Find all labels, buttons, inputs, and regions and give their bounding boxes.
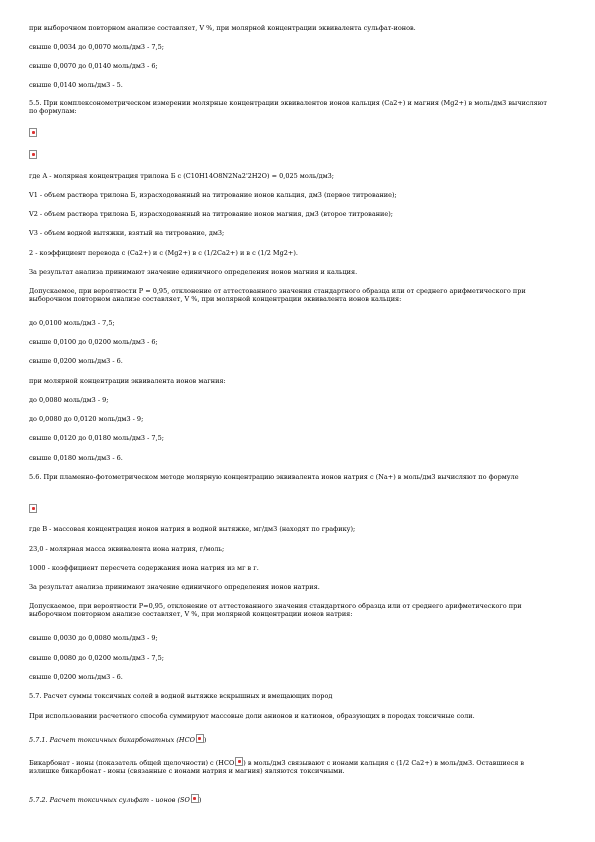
definition-v1: V1 - объем раствора трилона Б, израсходованный на титрование ионов кальция, дм3 (первое титрование); <box>29 191 397 199</box>
broken-image-icon <box>29 150 37 159</box>
magnesium-range-3: свыше 0,0120 до 0,0180 моль/дм3 - 7,5; <box>29 434 164 442</box>
definition-v3: V3 - объем водной вытяжки, взятый на титрование, дм3; <box>29 229 225 237</box>
broken-image-icon <box>196 734 204 743</box>
definition-molar-mass: 23,0 - молярная масса эквивалента иона натрия, г/моль; <box>29 545 225 553</box>
sodium-range-3: свыше 0,0200 моль/дм3 - 6. <box>29 673 123 681</box>
calcium-range-2: свыше 0,0100 до 0,0200 моль/дм3 - 6; <box>29 338 158 346</box>
text-result-mg-ca: За результат анализа принимают значение единичного определения ионов магния и кальция. <box>29 268 358 276</box>
section-5-6-paragraph: 5.6. При пламенно-фотометрическом методе молярную концентрацию эквивалента ионов натрия с (Na+) в моль/дм3 вычисляют по формуле <box>29 473 519 481</box>
broken-image-icon <box>29 128 37 137</box>
tolerance-paragraph-sodium: Допускаемое, при вероятности P=0,95, отклонение от аттестованного значения стандартного образца или от среднего арифметического при выборочном повторном анализе составляет, V %, при молярной концентрации ионов натрия: <box>29 602 522 618</box>
calcium-range-1: до 0,0100 моль/дм3 - 7,5; <box>29 319 115 327</box>
definition-coefficient: 2 - коэффициент перевода с (Ca2+) и с (Mg2+) в с (1/2Ca2+) и в с (1/2 Mg2+). <box>29 249 298 257</box>
section-5-7-2-heading <box>29 794 201 804</box>
sodium-range-2: свыше 0,0080 до 0,0200 моль/дм3 - 7,5; <box>29 654 164 662</box>
section-5-7-heading: 5.7. Расчет суммы токсичных солей в водной вытяжке вскрышных и вмещающих пород <box>29 692 333 700</box>
text-line-range-2: свыше 0,0070 до 0,0140 моль/дм3 - 6; <box>29 62 158 70</box>
paragraph-rest: ) в моль/дм3 связывают с ионами кальция с (1/2 Ca2+) в моль/дм3. Оставшиеся в излишке бикарбонат - ионы (связанные с ионами натрия и магния) являются токсичными. <box>29 759 525 775</box>
heading-close: ) <box>198 796 202 804</box>
text-line-range-3: свыше 0,0140 моль/дм3 - 5. <box>29 81 123 89</box>
paragraph-start: Бикарбонат - ионы (показатель общей щелочности) с (НСО <box>29 759 235 767</box>
definition-conversion: 1000 - коэффициент пересчета содержания иона натрия из мг в г. <box>29 564 259 572</box>
magnesium-range-4: свыше 0,0180 моль/дм3 - 6. <box>29 454 123 462</box>
broken-image-icon <box>235 757 243 766</box>
definition-v2: V2 - объем раствора трилона Б, израсходованный на титрование ионов магния, дм3 (второе титрование); <box>29 210 393 218</box>
heading-text: 5.7.2. Расчет токсичных сульфат - ионов (SO <box>29 796 190 804</box>
text-result-sodium: За результат анализа принимают значение единичного определения ионов натрия. <box>29 583 320 591</box>
text-line-range-1: свыше 0,0034 до 0,0070 моль/дм3 - 7,5; <box>29 43 164 51</box>
text-line-carryover: при выборочном повторном анализе составляет, V %, при молярной концентрации эквивалента сульфат-ионов. <box>29 24 416 32</box>
magnesium-heading: при молярной концентрации эквивалента ионов магния: <box>29 377 226 385</box>
magnesium-range-2: до 0,0080 до 0,0120 моль/дм3 - 9; <box>29 415 144 423</box>
bicarbonate-paragraph <box>29 757 549 775</box>
section-5-7-1-heading <box>29 734 206 744</box>
broken-image-icon <box>191 794 199 803</box>
magnesium-range-1: до 0,0080 моль/дм3 - 9; <box>29 396 109 404</box>
heading-text: 5.7.1. Расчет токсичных бикарбонатных (НСО <box>29 736 195 744</box>
broken-image-icon <box>29 504 37 513</box>
tolerance-paragraph-calcium: Допускаемое, при вероятности P = 0,95, отклонение от аттестованного значения стандартного образца или от среднего арифметического при выборочном повторном анализе составляет, V %, при молярной концентрации эквивалента ионов кальция: <box>29 287 526 303</box>
sodium-range-1: свыше 0,0030 до 0,0080 моль/дм3 - 9; <box>29 634 158 642</box>
heading-close: ) <box>203 736 207 744</box>
definition-a: где А - молярная концентрация трилона Б с (C10H14O8N2Na2'2H2O) = 0,025 моль/дм3; <box>29 172 334 180</box>
calcium-range-3: свыше 0,0200 моль/дм3 - 6. <box>29 357 123 365</box>
definition-b: где В - массовая концентрация ионов натрия в водной вытяжке, мг/дм3 (находят по графику); <box>29 525 356 533</box>
section-5-5-paragraph: 5.5. При комплексонометрическом измерении молярные концентрации эквивалентов ионов кальция (Ca2+) и магния (Mg2+) в моль/дм3 вычисляют по формулам: <box>29 99 547 115</box>
calculation-method-text: При использовании расчетного способа суммируют массовые доли анионов и катионов, образующих в породах токсичные соли. <box>29 712 475 720</box>
